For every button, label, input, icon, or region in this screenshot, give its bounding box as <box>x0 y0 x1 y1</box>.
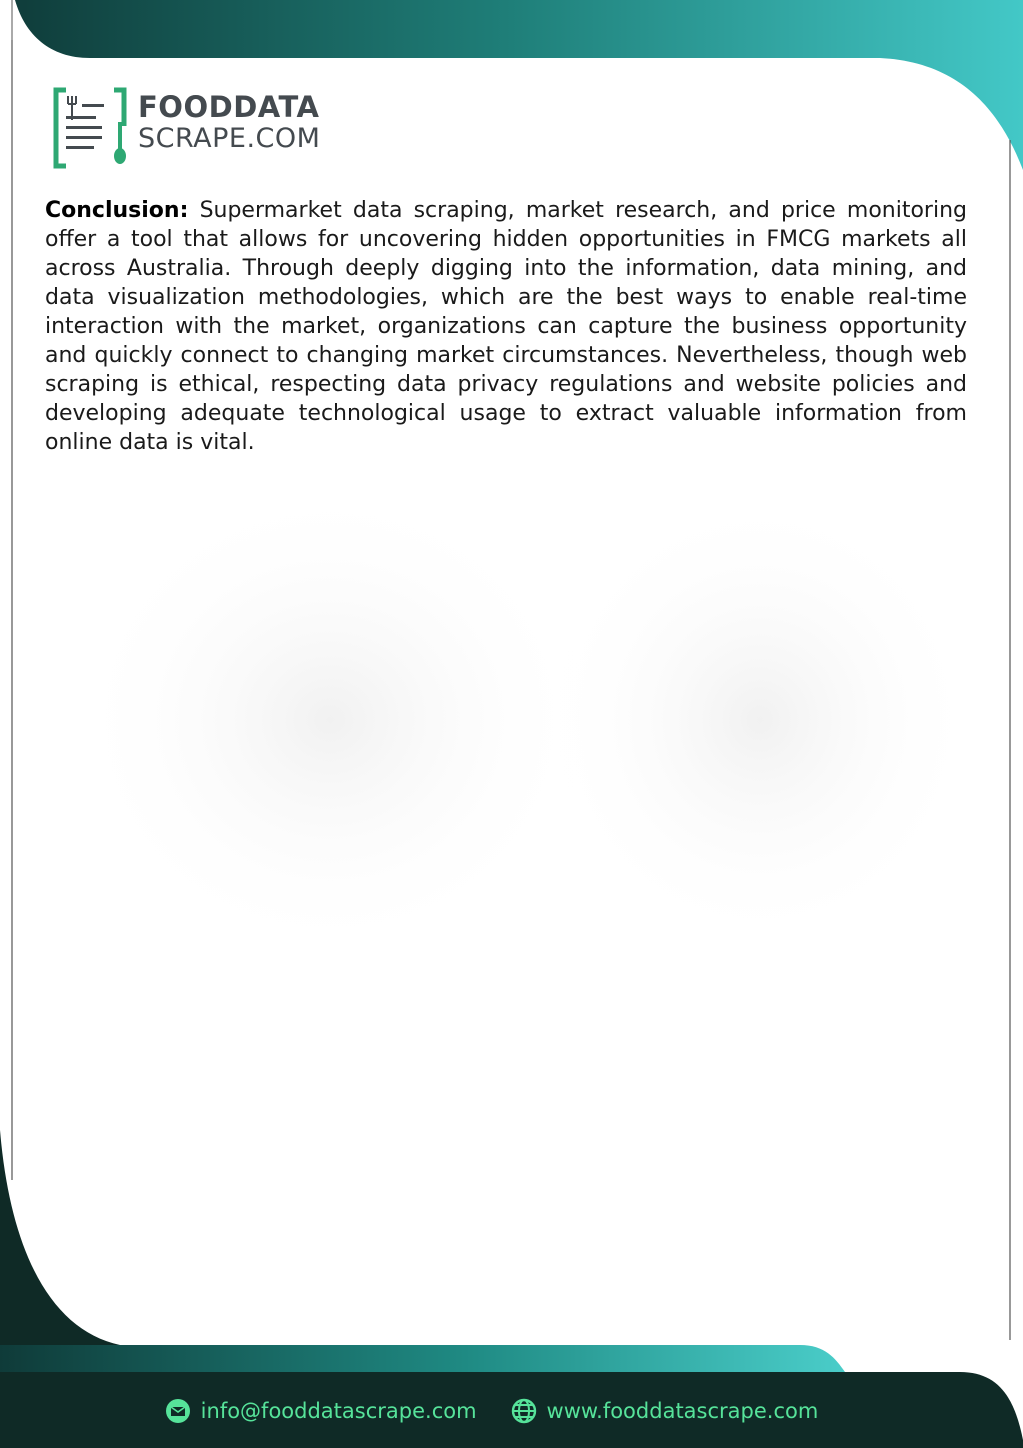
conclusion-heading: Conclusion: <box>45 198 189 223</box>
brand-logo <box>52 86 352 170</box>
brand-name-line1: FOODDATA <box>138 90 320 124</box>
footer-curve-left <box>0 1130 120 1345</box>
footer-contact <box>0 1394 1003 1428</box>
logo-icon <box>52 86 128 170</box>
footer-teal-band <box>0 1345 845 1372</box>
globe-icon <box>511 1398 537 1424</box>
brand-name-line2: SCRAPE.COM <box>138 123 321 154</box>
mail-icon <box>165 1398 191 1424</box>
background-texture <box>540 490 980 950</box>
background-texture <box>70 480 590 960</box>
conclusion-paragraph <box>45 196 967 457</box>
footer-website[interactable] <box>511 1398 819 1424</box>
footer-website-text[interactable]: www.fooddatascrape.com <box>546 1399 819 1423</box>
footer-email-text[interactable]: info@fooddatascrape.com <box>200 1399 477 1423</box>
footer-email[interactable] <box>165 1398 477 1424</box>
conclusion-body: Supermarket data scraping, market research, and price monitoring offer a tool that allows for uncovering hidden opportunities in FMCG markets all across Australia. Through deeply digging into the information, data mining, and data visualization methodologies, which are the best ways to enable real-time interaction with the market, organizations can capture the business opportunity and quickly connect to changing market circumstances. Nevertheless, though web scraping is ethical, respecting data privacy regulations and website policies and developing adequate technological usage to extract valuable information from online data is vital. <box>45 198 967 455</box>
